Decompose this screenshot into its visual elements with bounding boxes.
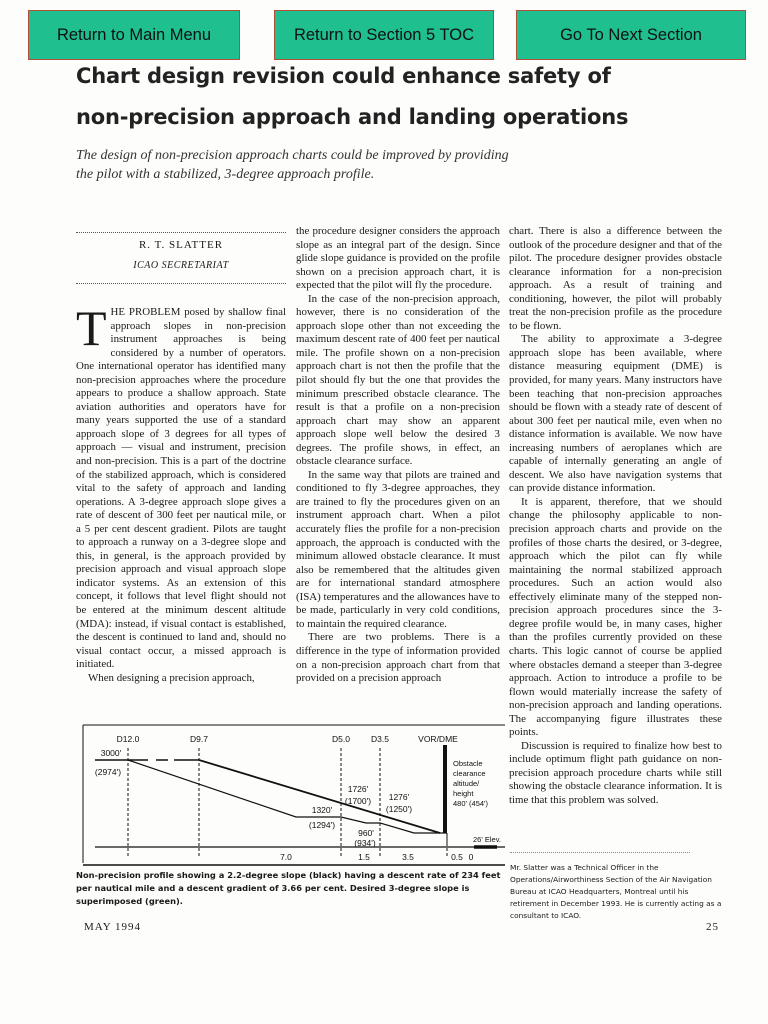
author-name: R. T. SLATTER bbox=[138, 239, 224, 251]
oca-label: clearance bbox=[453, 769, 486, 778]
paragraph: In the same way that pilots are trained and conditioned to fly 3-degree approaches, they are trained to fly the procedures given on an instrument approach chart. When a pilot accurately flies the profile for a non-precision approach, the approach is conducted with the minimum allowed obstacle clearance. It must also be remembered that the altitudes given are for international standard atmosphere (ISA) temperatures and the allowances have to be made, particularly in very cold conditions, to maintain the required clearance. bbox=[296, 468, 500, 630]
distance-label: 3.5 bbox=[402, 852, 414, 862]
title-line: Chart design revision could enhance safety of bbox=[76, 64, 611, 88]
distance-label: 7.0 bbox=[280, 852, 292, 862]
paragraph: It is apparent, therefore, that we should change the philosophy applicable to non-precision approach charts and provide on the profiles of those charts the desired, or 3-degree, approach which the pilot can fly while maintaining the normal stabilized approach procedures. Such an action would also effectively eliminate many of the stepped non-precision approach procedures since the 3-degree profile would be, in many cases, higher than the profiles currently provided on these charts. This logic cannot of course be applied where obstacles demand a steeper than 3-degree approach. Action to introduce a profile to be flown would materially increase the safety of non-precision approach and landing operations. The accompanying figure illustrates these points. bbox=[509, 495, 722, 739]
fix-label: D3.5 bbox=[371, 734, 389, 744]
altitude-label: (1294') bbox=[308, 820, 336, 830]
distance-label: 0 bbox=[468, 852, 474, 862]
issue-date: MAY 1994 bbox=[84, 921, 142, 933]
subtitle-line: the pilot with a stabilized, 3-degree approach profile. bbox=[76, 167, 375, 182]
column-2 bbox=[296, 225, 500, 686]
altitude-label: 1276' bbox=[388, 792, 410, 802]
oca-label: Obstacle bbox=[453, 759, 483, 768]
go-to-next-section-button[interactable]: Go To Next Section bbox=[516, 10, 746, 60]
oca-label: height bbox=[453, 789, 474, 798]
altitude-label: (1700') bbox=[344, 796, 372, 806]
figure-caption: Non-precision profile showing a 2.2-degree slope (black) having a descent rate of 234 feet per nautical mile and a descent gradient of 3.66 per cent. Desired 3-degree slope is superimposed (green). bbox=[76, 870, 501, 906]
return-to-section-toc-button[interactable]: Return to Section 5 TOC bbox=[274, 10, 494, 60]
paragraph: There are two problems. There is a difference in the type of information provided on a non-precision approach chart from that provided on a precision approach bbox=[296, 631, 500, 685]
subtitle-line: The design of non-precision approach charts could be improved by providing bbox=[76, 148, 509, 163]
altitude-label: (1250') bbox=[385, 804, 413, 814]
footnote-divider bbox=[510, 852, 690, 853]
paragraph: the procedure designer considers the approach slope as an integral part of the design. Since glide slope guidance is provided on the profile shown on a precision approach chart, it is expected that the pilot will fly the procedure. bbox=[296, 225, 500, 292]
altitude-label: 1726' bbox=[347, 784, 369, 794]
title-line: non-precision approach and landing operations bbox=[76, 105, 629, 129]
altitude-label: 3000' bbox=[100, 748, 122, 758]
divider bbox=[76, 283, 286, 284]
altitude-label: (2974') bbox=[94, 767, 122, 777]
paragraph-text: HE PROBLEM posed by shallow final approach slopes in non-precision instrument approaches is being considered by a number of operators. One international operator has identified many non-precision approaches where the procedure appears to produce a shallow approach. State aviation authorities and operators have for many years supported the use of a standard approach slope of 3 degrees for all types of approach — visual and instrument, precision and non-precision. This is a part of the doctrine of the stabilized approach, which is considered vital to the safety of approach and landing operations. A 3-degree approach slope gives a rate of descent of 300 feet per nautical mile, or a 5 per cent descent gradient. Pilots are taught to approach a runway on a 3-degree slope and this, in general, is the approach provided by precision approach and visual approach slope indicator systems. As an extension of this concept, it follows that level flight should not be entered at the minimum descent altitude (MDA): instead, if visual contact is established, the descent is continued to land and, should no visual contact occur, a missed approach is initiated. bbox=[76, 306, 286, 671]
return-to-main-menu-button[interactable]: Return to Main Menu bbox=[28, 10, 240, 60]
article-subtitle bbox=[76, 146, 596, 184]
paragraph bbox=[76, 300, 286, 672]
paragraph: Discussion is required to finalize how best to include optimum flight path guidance on non-precision approach procedure charts while still showing the obstacle clearance information. It is time that this problem was solved. bbox=[509, 739, 722, 806]
fix-label: D9.7 bbox=[190, 734, 208, 744]
altitude-label: 960' bbox=[358, 828, 374, 838]
column-1 bbox=[76, 300, 286, 685]
approach-profile-figure bbox=[60, 700, 505, 870]
column-3 bbox=[509, 225, 722, 808]
elevation-label: 26' Elev. bbox=[473, 835, 501, 844]
distance-label: 1.5 bbox=[358, 852, 370, 862]
oca-label: altitude/ bbox=[453, 779, 480, 788]
drop-cap: T bbox=[76, 300, 107, 356]
fix-label: D12.0 bbox=[116, 734, 140, 744]
altitude-label: 1320' bbox=[311, 805, 333, 815]
article-title bbox=[76, 56, 756, 138]
paragraph: When designing a precision approach, bbox=[88, 671, 255, 684]
oca-label: 480' (454') bbox=[453, 799, 488, 808]
distance-label: 0.5 bbox=[451, 852, 463, 862]
page-number: 25 bbox=[706, 921, 719, 933]
author-affiliation: ICAO SECRETARIAT bbox=[133, 260, 229, 271]
paragraph: chart. There is also a difference between the outlook of the procedure designer and that of the pilot. The procedure designer provides obstacle clearance information for a non-precision approach. As a result of training and conditioning, however, the pilot will probably treat the non-precision profile as the procedure to be flown. bbox=[509, 225, 722, 332]
fix-label: D5.0 bbox=[332, 734, 350, 744]
fix-lines bbox=[128, 748, 447, 857]
divider bbox=[76, 232, 286, 233]
fix-label: VOR/DME bbox=[418, 734, 458, 744]
altitude-label: (934') bbox=[354, 838, 376, 848]
paragraph: In the case of the non-precision approach, however, there is no consideration of the approach slope other than not exceeding the maximum descent rate of 400 feet per nautical mile. The profile shown on a non-precision approach chart is not then the profile that the pilot should fly but the one that provides the minimum prescribed obstacle clearance. The result is that a profile on a non-precision approach chart may show an apparent approach slope well below the desired 3 degrees. The profile shows, in effect, an obstacle clearance surface. bbox=[296, 292, 500, 468]
paragraph: The ability to approximate a 3-degree approach slope has been available, where distance measuring equipment (DME) is provided, for many years. Many instructors have been teaching that non-precision approaches should be flown with a steady rate of descent of about 300 feet per nautical mile, even when no distance information is available. We now have increasing numbers of aeroplanes which are capable of internally generating an angle of descent. We also have navigation systems that can provide distance information. bbox=[509, 333, 722, 495]
author-footnote: Mr. Slatter was a Technical Officer in the Operations/Airworthiness Section of the Air Navigation Bureau at ICAO Headquarters, Montreal until his retirement in December 1993. He is currently acting as a consultant to ICAO. bbox=[510, 863, 722, 920]
